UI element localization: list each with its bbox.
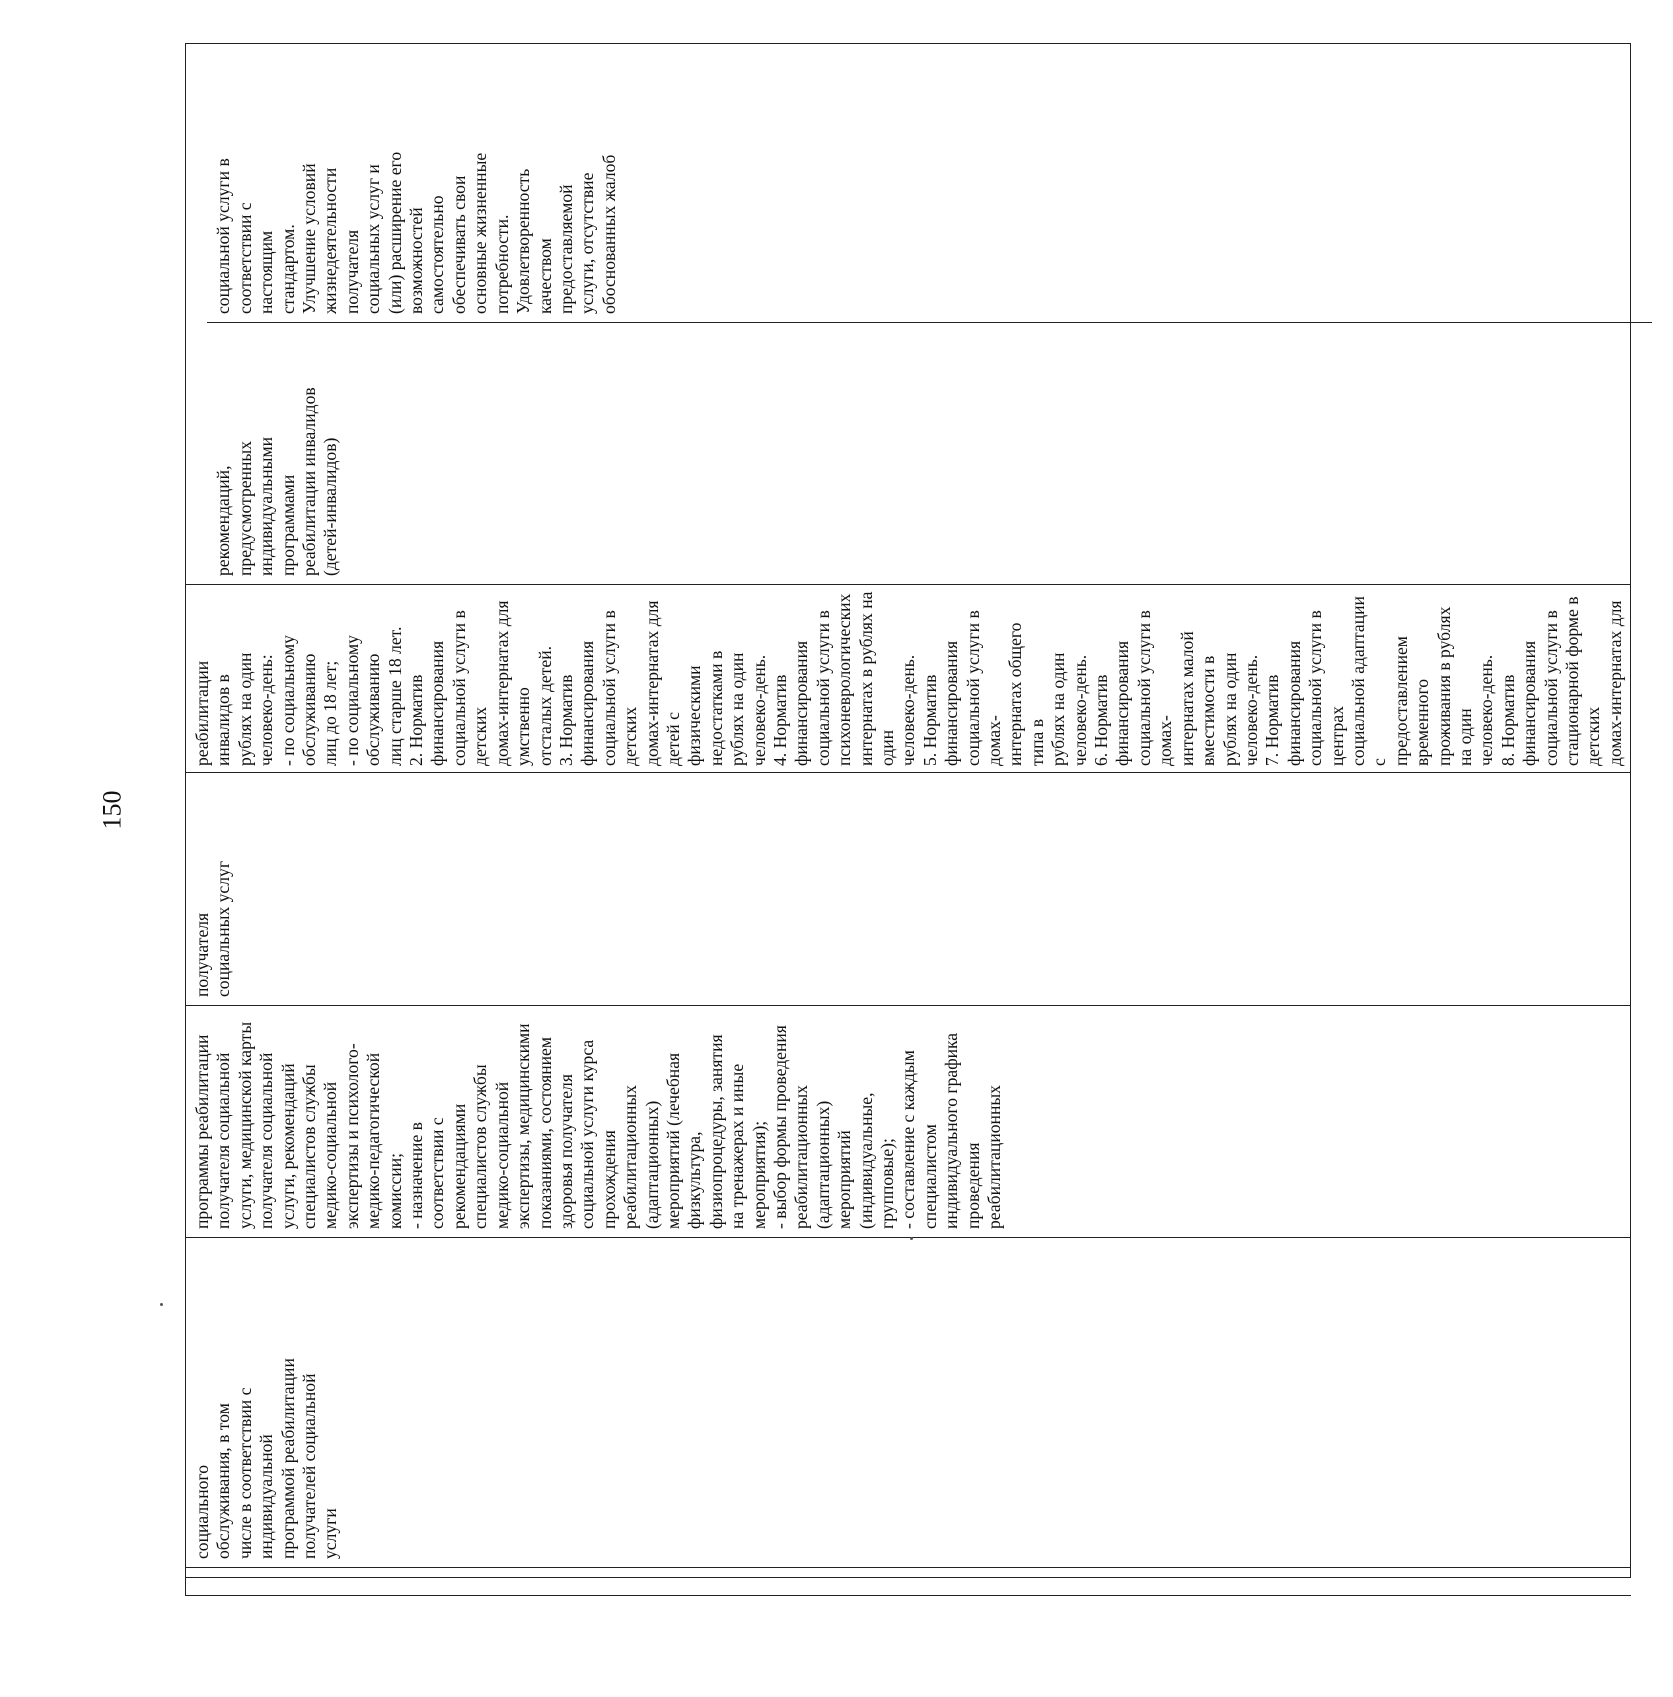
table-cell-blank-a (186, 1578, 1631, 1596)
table-cell-blank-b (186, 1568, 1631, 1578)
table-cell-norms: реабилитации инвалидов в рублях на один человеко-день: - по социальному обслуживанию лиц до 18 лет; - по социальному обслуживанию лиц старше 18 лет. 2. Норматив финансирования социальной услуги в детских домах-интернатах для умственно отсталых детей. 3. Норматив финансирования социальной услуги в детских домах-интернатах для детей с физическими недостатками в рублях на один человеко-день. 4. Норматив финансирования социальной услуги в психоневрологических интернатах в рублях на один человеко-день. 5. Норматив финансирования социальной услуги в домах- интернатах общего типа в рублях на один человеко-день. 6. Норматив финансирования социальной услуги в домах- интернатах малой вместимости в рублях на один человеко-день. 7. Норматив финансирования социальной услуги в центрах социальной адаптации с предоставлением временного проживания в рублях на один человеко-день. 8. Норматив финансирования социальной услуги в стационарной форме в детских домах-интернатах для (186, 585, 1631, 773)
table-cell-activities: программы реабилитации получателя социальной услуги, медицинской карты получателя социальной услуги, рекомендаций специалистов службы медико-социальной экспертизы и психолого- медико-педагогической комиссии; - назначение в соответствии с рекомендациями специалистов службы медико-социальной экспертизы, медицинскими показаниями, состоянием здоровья получателя социальной услуги курса прохождения реабилитационных (адаптационных) мероприятий (лечебная физкультура, физиопроцедуры, занятия на тренажерах и иные мероприятия); - выбор формы проведения реабилитационных (адаптационных) мероприятий (индивидуальные, групповые); - составление с каждым специалистом индивидуального графика проведения реабилитационных (186, 1006, 1631, 1238)
scan-speck (160, 1303, 163, 1306)
scan-speck (910, 1237, 913, 1240)
table-row (186, 44, 1631, 1596)
service-standard-table (185, 43, 1631, 1596)
table-cell-recipient: получателя социальных услуг (186, 773, 1631, 1006)
page-number: 150 (97, 790, 127, 830)
table-cell-service-area: социального обслуживания, в том числе в соответствии с индивидуальной программой реабилитации получателей социальной услуги (186, 1238, 1631, 1568)
table-cell-recommendations: рекомендаций, предусмотренных индивидуальными программами реабилитации инвалидов (детей-инвалидов) (207, 322, 1651, 584)
rotated-table-container (185, 44, 1625, 1596)
table-cell-results: социальной услуги в соответствии с настоящим стандартом. Улучшение условий жизнедеятельности получателя социальных услуг и (или) расширение его возможностей самостоятельно обеспечивать свои основные жизненные потребности. Удовлетворенность качеством предоставляемой услуги, отсутствие обоснованных жалоб (213, 151, 619, 314)
table-cell-recommendations-and-results (186, 44, 1631, 585)
